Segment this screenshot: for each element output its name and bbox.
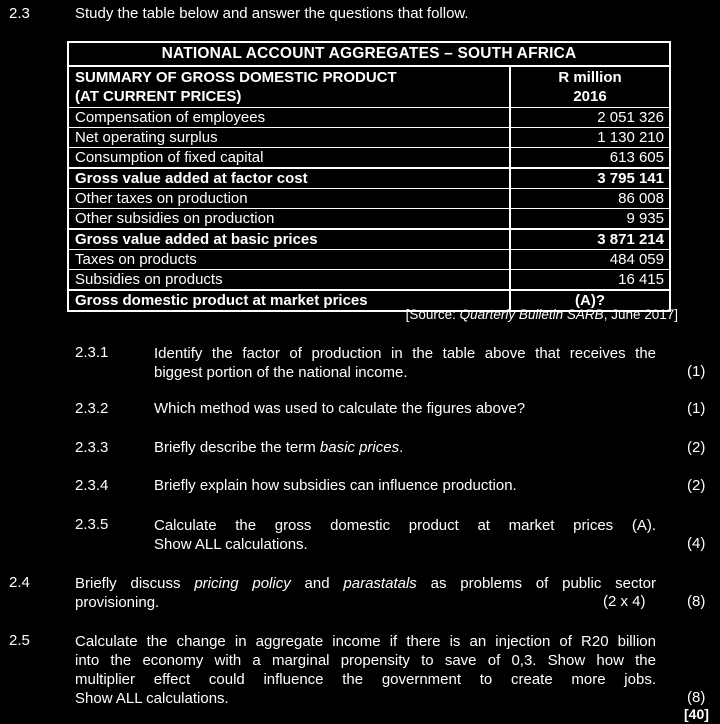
question-text bbox=[154, 439, 403, 456]
question-text-post: . bbox=[399, 439, 404, 456]
row-label: Other subsidies on production bbox=[69, 209, 511, 228]
row-value: (A)? bbox=[575, 292, 605, 309]
question-marks: (1) bbox=[687, 400, 706, 417]
question-marks: (2) bbox=[687, 477, 706, 494]
table-row bbox=[69, 128, 669, 148]
row-value: 86 008 bbox=[618, 190, 664, 207]
header-right-line1: R million bbox=[558, 69, 622, 86]
question-number: 2.3.4 bbox=[75, 477, 109, 494]
source-prefix: [Source: bbox=[405, 307, 460, 322]
question-text bbox=[154, 516, 656, 554]
table-row-total bbox=[69, 229, 669, 250]
question-text: Which method was used to calculate the figures above? bbox=[154, 400, 526, 417]
table-row bbox=[69, 108, 669, 128]
table-row bbox=[69, 209, 669, 229]
row-label: Taxes on products bbox=[69, 250, 511, 269]
section-intro: Study the table below and answer the questions that follow. bbox=[75, 5, 469, 22]
question-marks: (4) bbox=[687, 535, 706, 552]
question-text-italic: basic prices bbox=[319, 439, 400, 456]
question-marks: (8) bbox=[687, 689, 706, 706]
row-value: 9 935 bbox=[626, 210, 664, 227]
section-number-2-4: 2.4 bbox=[9, 574, 30, 591]
source-suffix: , June 2017] bbox=[603, 307, 678, 322]
question-text: Briefly explain how subsidies can influence production. bbox=[154, 477, 517, 494]
table-row-total bbox=[69, 168, 669, 189]
header-left bbox=[69, 67, 511, 107]
row-label: Gross value added at factor cost bbox=[69, 169, 511, 188]
row-label: Net operating surplus bbox=[69, 128, 511, 147]
question-text bbox=[154, 344, 656, 382]
section-number-2-3: 2.3 bbox=[9, 5, 30, 22]
table-row bbox=[69, 250, 669, 270]
table-title: NATIONAL ACCOUNT AGGREGATES – SOUTH AFRICA bbox=[69, 43, 669, 67]
row-value: 1 130 210 bbox=[597, 129, 664, 146]
row-value: 484 059 bbox=[609, 251, 664, 268]
source-italic: Quarterly Bulletin SARB bbox=[459, 307, 604, 322]
table-row bbox=[69, 189, 669, 209]
section-2-5-text bbox=[75, 632, 656, 708]
question-line: provisioning. bbox=[75, 594, 160, 611]
header-right bbox=[511, 67, 669, 107]
question-line: biggest portion of the national income. bbox=[154, 364, 408, 381]
text-post: as problems of public sector bbox=[416, 575, 656, 592]
question-line: into the economy with a marginal propensity to save of 0,3. Show how the bbox=[75, 652, 656, 669]
section-2-4-text bbox=[75, 574, 656, 612]
question-number: 2.3.3 bbox=[75, 439, 109, 456]
question-marks: (1) bbox=[687, 363, 706, 380]
question-line: Calculate the change in aggregate income if there is an injection of R20 billion bbox=[75, 633, 656, 650]
question-line: Show ALL calculations. bbox=[75, 690, 229, 707]
sub-marks: (2 x 4) bbox=[603, 593, 646, 610]
text-italic-2: parastatals bbox=[343, 575, 417, 592]
text-mid: and bbox=[290, 575, 344, 592]
question-number: 2.3.2 bbox=[75, 400, 109, 417]
row-label: Gross value added at basic prices bbox=[69, 230, 511, 249]
header-left-line1: SUMMARY OF GROSS DOMESTIC PRODUCT bbox=[75, 69, 397, 86]
header-left-line2: (AT CURRENT PRICES) bbox=[75, 88, 242, 105]
row-value: 613 605 bbox=[609, 149, 664, 166]
question-number: 2.3.5 bbox=[75, 516, 109, 533]
row-value: 2 051 326 bbox=[597, 109, 664, 126]
table-row bbox=[69, 148, 669, 168]
question-line: Calculate the gross domestic product at market prices (A). bbox=[154, 517, 656, 534]
question-marks: (2) bbox=[687, 439, 706, 456]
question-line: Identify the factor of production in the table above that receives the bbox=[154, 345, 656, 362]
total-marks: [40] bbox=[684, 706, 709, 722]
row-label: Gross domestic product at market prices bbox=[69, 291, 511, 310]
question-marks: (8) bbox=[687, 593, 706, 610]
question-line: multiplier effect could influence the government to create more jobs. bbox=[75, 671, 656, 688]
text-italic-1: pricing policy bbox=[194, 575, 291, 592]
row-value: 3 871 214 bbox=[597, 231, 664, 248]
text-pre: Briefly discuss bbox=[75, 575, 195, 592]
row-label: Compensation of employees bbox=[69, 108, 511, 127]
question-number: 2.3.1 bbox=[75, 344, 109, 361]
table-row bbox=[69, 270, 669, 290]
question-text-pre: Briefly describe the term bbox=[154, 439, 320, 456]
row-label: Other taxes on production bbox=[69, 189, 511, 208]
question-line: Show ALL calculations. bbox=[154, 536, 308, 553]
row-label: Consumption of fixed capital bbox=[69, 148, 511, 167]
row-label: Subsidies on products bbox=[69, 270, 511, 289]
section-number-2-5: 2.5 bbox=[9, 632, 30, 649]
row-value: 3 795 141 bbox=[597, 170, 664, 187]
gdp-table bbox=[67, 41, 671, 312]
question-line bbox=[75, 574, 656, 593]
header-right-line2: 2016 bbox=[573, 88, 607, 105]
table-source bbox=[406, 307, 678, 322]
row-value: 16 415 bbox=[618, 271, 664, 288]
table-header bbox=[69, 67, 669, 108]
